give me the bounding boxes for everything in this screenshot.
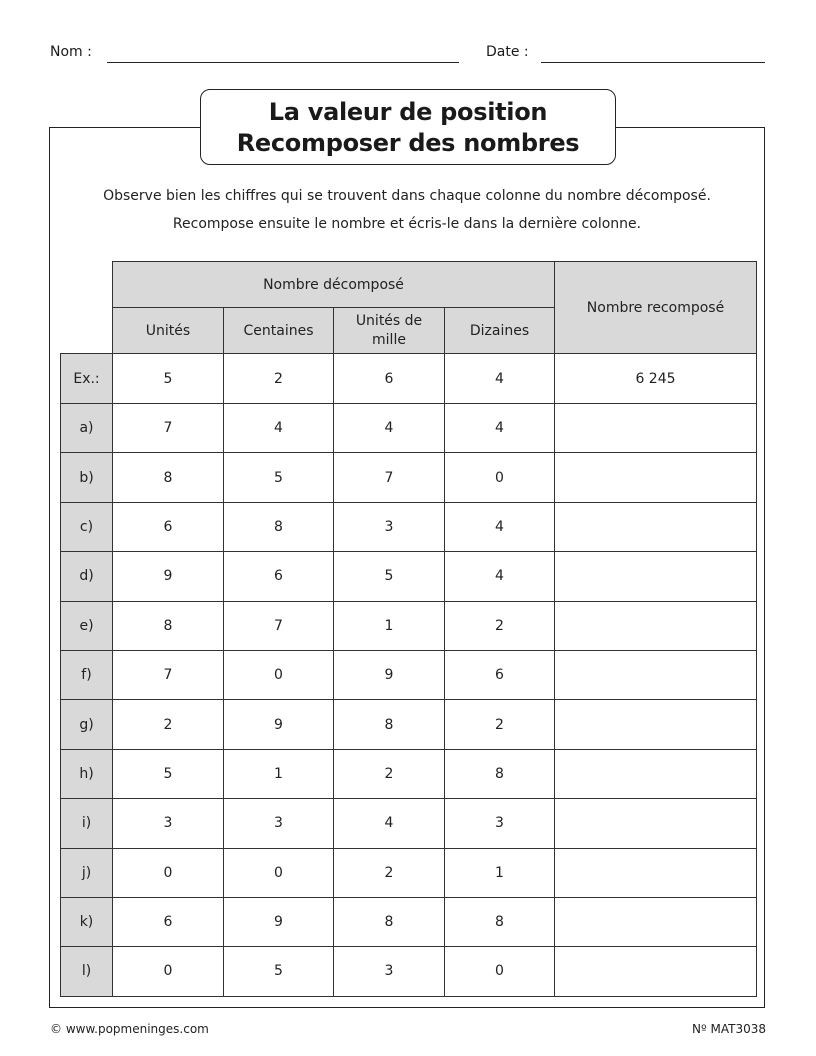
- column-header: Dizaines: [445, 308, 555, 354]
- digit-cell: 6: [445, 650, 555, 699]
- digit-cell: 9: [334, 650, 445, 699]
- answer-cell[interactable]: [555, 700, 757, 749]
- table-row: [61, 749, 757, 798]
- table-row: [61, 453, 757, 502]
- digit-cell: 6: [113, 897, 224, 946]
- copyright-footer: © www.popmeninges.com: [50, 1022, 209, 1036]
- date-label: Date :: [486, 44, 529, 60]
- digit-cell: 6: [224, 552, 334, 601]
- place-value-table: [60, 261, 757, 997]
- digit-cell: 5: [334, 552, 445, 601]
- table-row: [61, 502, 757, 551]
- digit-cell: 2: [113, 700, 224, 749]
- row-label: l): [61, 947, 113, 996]
- instruction-line-2: Recompose ensuite le nombre et écris-le dans la dernière colonne.: [172, 216, 642, 232]
- digit-cell: 0: [224, 848, 334, 897]
- digit-cell: 9: [113, 552, 224, 601]
- row-label: k): [61, 897, 113, 946]
- digit-cell: 8: [334, 897, 445, 946]
- digit-cell: 4: [445, 354, 555, 404]
- row-label: c): [61, 502, 113, 551]
- answer-cell[interactable]: [555, 897, 757, 946]
- digit-cell: 5: [224, 453, 334, 502]
- digit-cell: 8: [113, 601, 224, 650]
- digit-cell: 3: [445, 799, 555, 848]
- row-label: d): [61, 552, 113, 601]
- digit-cell: 9: [224, 700, 334, 749]
- table-row: [61, 404, 757, 453]
- digit-cell: 6: [334, 354, 445, 404]
- digit-cell: 0: [113, 848, 224, 897]
- digit-cell: 8: [224, 502, 334, 551]
- digit-cell: 1: [224, 749, 334, 798]
- digit-cell: 3: [334, 502, 445, 551]
- table-row: [61, 848, 757, 897]
- digit-cell: 8: [445, 749, 555, 798]
- answer-cell[interactable]: [555, 404, 757, 453]
- row-label: g): [61, 700, 113, 749]
- digit-cell: 5: [224, 947, 334, 996]
- instruction-line-1: Observe bien les chiffres qui se trouvent dans chaque colonne du nombre décomposé.: [103, 188, 711, 204]
- answer-cell[interactable]: [555, 453, 757, 502]
- digit-cell: 8: [445, 897, 555, 946]
- table-row: [61, 601, 757, 650]
- digit-cell: 0: [113, 947, 224, 996]
- answer-cell[interactable]: [555, 799, 757, 848]
- digit-cell: 1: [445, 848, 555, 897]
- name-label: Nom :: [50, 44, 92, 60]
- digit-cell: 2: [445, 700, 555, 749]
- column-header: [334, 308, 445, 354]
- digit-cell: 2: [334, 749, 445, 798]
- group-header: Nombre décomposé: [113, 262, 555, 308]
- corner-cell: [61, 262, 113, 354]
- digit-cell: 1: [334, 601, 445, 650]
- result-header: Nombre recomposé: [555, 262, 757, 354]
- table-row: [61, 354, 757, 404]
- digit-cell: 7: [334, 453, 445, 502]
- digit-cell: 3: [334, 947, 445, 996]
- table-row: [61, 700, 757, 749]
- answer-cell[interactable]: [555, 848, 757, 897]
- digit-cell: 0: [445, 453, 555, 502]
- answer-cell[interactable]: [555, 502, 757, 551]
- digit-cell: 3: [224, 799, 334, 848]
- digit-cell: 9: [224, 897, 334, 946]
- digit-cell: 2: [445, 601, 555, 650]
- digit-cell: 8: [334, 700, 445, 749]
- digit-cell: 8: [113, 453, 224, 502]
- answer-cell[interactable]: [555, 601, 757, 650]
- digit-cell: 3: [113, 799, 224, 848]
- table-body: [61, 354, 757, 997]
- row-label: Ex.:: [61, 354, 113, 404]
- answer-cell[interactable]: [555, 749, 757, 798]
- digit-cell: 0: [224, 650, 334, 699]
- table-row: [61, 947, 757, 996]
- row-label: j): [61, 848, 113, 897]
- digit-cell: 5: [113, 354, 224, 404]
- column-header: Centaines: [224, 308, 334, 354]
- answer-cell[interactable]: [555, 552, 757, 601]
- digit-cell: 5: [113, 749, 224, 798]
- row-label: h): [61, 749, 113, 798]
- digit-cell: 4: [445, 502, 555, 551]
- answer-cell[interactable]: 6 245: [555, 354, 757, 404]
- digit-cell: 4: [334, 799, 445, 848]
- digit-cell: 0: [445, 947, 555, 996]
- table-row: [61, 552, 757, 601]
- row-label: a): [61, 404, 113, 453]
- digit-cell: 4: [224, 404, 334, 453]
- title-line-2: Recomposer des nombres: [236, 129, 580, 157]
- title-line-1: La valeur de position: [268, 98, 548, 126]
- digit-cell: 7: [113, 650, 224, 699]
- row-label: e): [61, 601, 113, 650]
- digit-cell: 7: [224, 601, 334, 650]
- digit-cell: 2: [224, 354, 334, 404]
- worksheet-code: Nº MAT3038: [692, 1022, 766, 1036]
- answer-cell[interactable]: [555, 947, 757, 996]
- digit-cell: 6: [113, 502, 224, 551]
- row-label: b): [61, 453, 113, 502]
- table-row: [61, 650, 757, 699]
- answer-cell[interactable]: [555, 650, 757, 699]
- digit-cell: 7: [113, 404, 224, 453]
- date-write-line[interactable]: [541, 62, 765, 63]
- title-box: [200, 89, 616, 165]
- column-header-text: Unités de mille: [355, 312, 423, 348]
- row-label: i): [61, 799, 113, 848]
- row-label: f): [61, 650, 113, 699]
- column-header: Unités: [113, 308, 224, 354]
- table-row: [61, 897, 757, 946]
- digit-cell: 2: [334, 848, 445, 897]
- digit-cell: 4: [445, 404, 555, 453]
- digit-cell: 4: [334, 404, 445, 453]
- table-row: [61, 799, 757, 848]
- name-write-line[interactable]: [107, 62, 459, 63]
- digit-cell: 4: [445, 552, 555, 601]
